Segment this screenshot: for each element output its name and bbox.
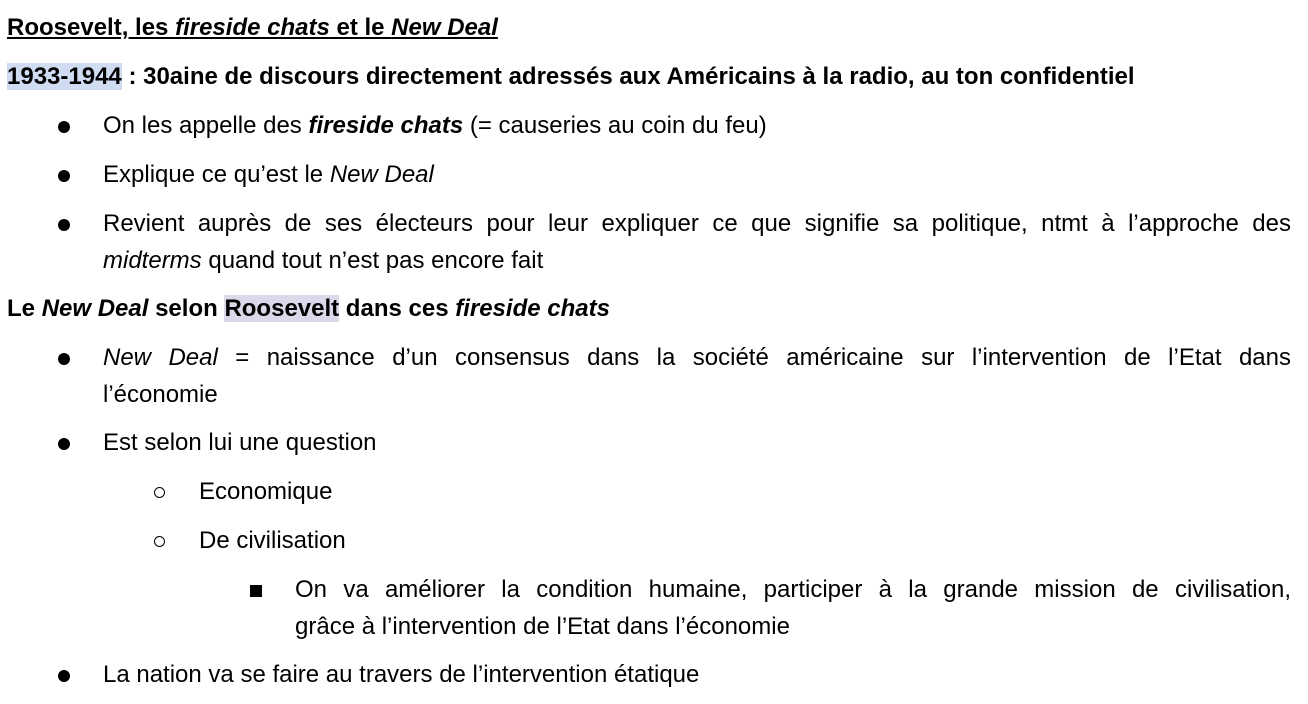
- list-item-text: Explique ce qu’est le: [103, 161, 330, 188]
- heading2-emphasis: fireside chats: [455, 295, 610, 322]
- sub-sub-list-item-line2: [295, 612, 790, 642]
- list-item-text: Est selon lui une question: [103, 429, 377, 456]
- highlight-roosevelt: Roosevelt: [224, 295, 340, 322]
- list-item-text: De civilisation: [199, 527, 346, 554]
- heading2-text: selon: [148, 295, 225, 322]
- bullet-circle-icon: [154, 487, 165, 498]
- heading-new-deal: [7, 294, 610, 324]
- list-item-text: grâce à l’intervention de l’Etat dans l’économie: [295, 613, 790, 640]
- heading2-emphasis: New Deal: [41, 295, 149, 322]
- page-title: [7, 13, 498, 43]
- list-item-text: (= causeries au coin du feu): [463, 112, 767, 139]
- list-item: [103, 111, 767, 141]
- list-item-text: = naissance d’un consensus dans la société américaine sur l’intervention de l’Etat dans: [217, 344, 1291, 371]
- list-item-line2: [103, 380, 218, 410]
- heading2-text: Le: [7, 295, 42, 322]
- list-item-emphasis: New Deal: [103, 344, 218, 371]
- sub-list-item: [199, 526, 346, 556]
- list-item-text: On va améliorer la condition humaine, participer à la grande mission de civilisation,: [295, 576, 1291, 603]
- list-item: [103, 160, 434, 190]
- bullet-dot-icon: [58, 219, 70, 231]
- highlight-dates: 1933-1944: [7, 63, 122, 90]
- bullet-square-icon: [250, 585, 262, 597]
- list-item-text: quand tout n’est pas encore fait: [201, 247, 544, 274]
- title-part1: Roosevelt, les: [7, 14, 176, 41]
- list-item-text: Revient auprès de ses électeurs pour leur expliquer ce que signifie sa politique, ntmt à l’approche des: [103, 210, 1291, 237]
- heading2-text: dans ces: [339, 295, 456, 322]
- title-part3: et le: [329, 14, 392, 41]
- list-item-text: Economique: [199, 478, 333, 505]
- list-item: [103, 428, 377, 458]
- sub-list-item: [199, 477, 332, 507]
- list-item-emphasis: midterms: [103, 247, 202, 274]
- bullet-dot-icon: [58, 670, 70, 682]
- bullet-dot-icon: [58, 353, 70, 365]
- list-item: [103, 660, 699, 690]
- bullet-dot-icon: [58, 438, 70, 450]
- title-part2: fireside chats: [175, 14, 330, 41]
- list-item-text: On les appelle des: [103, 112, 309, 139]
- bullet-dot-icon: [58, 121, 70, 133]
- title-part4: New Deal: [391, 14, 498, 41]
- list-item-emphasis: New Deal: [329, 161, 434, 188]
- bullet-circle-icon: [154, 536, 165, 547]
- heading1-rest: : 30aine de discours directement adressés aux Américains à la radio, au ton confidentiel: [121, 63, 1135, 90]
- list-item-emphasis: fireside chats: [308, 112, 464, 139]
- sub-sub-list-item-line1: [295, 571, 1291, 608]
- list-item-line1: [103, 339, 1291, 376]
- list-item-line1: [103, 205, 1291, 242]
- list-item-text: l’économie: [103, 381, 218, 408]
- heading-1933-1944: [7, 62, 1135, 92]
- list-item-line2: [103, 246, 543, 276]
- list-item-text: La nation va se faire au travers de l’intervention étatique: [103, 661, 700, 688]
- bullet-dot-icon: [58, 170, 70, 182]
